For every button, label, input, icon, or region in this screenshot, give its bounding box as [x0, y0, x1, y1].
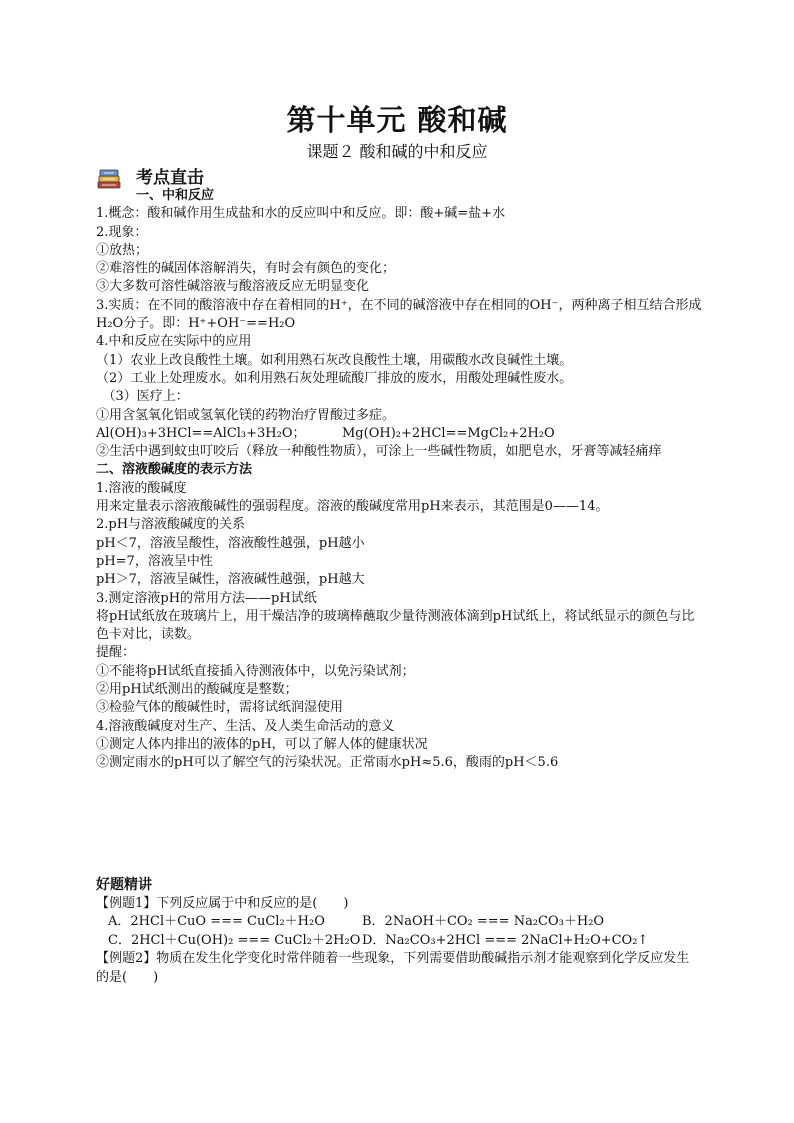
text-line: ①用含氢氧化铝或氢氧化镁的药物治疗胃酸过多症。	[96, 407, 396, 423]
text-line: ③大多数可溶性碱溶液与酸溶液反应无明显变化	[96, 279, 370, 295]
example-1-question: 【例题1】下列反应属于中和反应的是( )	[96, 895, 349, 911]
text-line: ③检验气体的酸碱性时，需将试纸润湿使用	[96, 700, 344, 716]
text-line: 将pH试纸放在玻璃片上，用干燥洁净的玻璃棒蘸取少量待测液体滴到pH试纸上，将试纸显示的颜色与比色卡对比，读数。	[96, 608, 695, 643]
text-line: 一、中和反应	[136, 188, 215, 203]
text-line: ②生活中遇到蚊虫叮咬后（释放一种酸性物质），可涂上一些碱性物质，如肥皂水，牙膏等减轻痛痒	[96, 444, 662, 460]
text-line: pH＞7，溶液呈碱性，溶液碱性越强，pH越大	[96, 572, 365, 588]
example-1-options-row-2	[96, 932, 702, 951]
text-line: 4.中和反应在实际中的应用	[96, 334, 252, 350]
text-line: 4.溶液酸碱度对生产、生活、及人类生命活动的意义	[96, 718, 395, 734]
page-title: 第十单元 酸和碱	[286, 103, 508, 137]
text-line: （3）医疗上：	[96, 389, 189, 405]
option-d: D．Na₂CO₃+2HCl === 2NaCl+H₂O+CO₂↑	[362, 932, 649, 948]
text-line: 提醒：	[96, 645, 136, 661]
text-line: 2.pH与溶液酸碱度的关系	[96, 517, 246, 533]
text-line: （2）工业上处理废水。如利用熟石灰处理硫酸厂排放的废水，用酸处理碱性废水。	[96, 370, 573, 386]
option-b: B．2NaOH＋CO₂ === Na₂CO₃＋H₂O	[362, 914, 605, 929]
text-line: ②用pH试纸测出的酸碱度是整数；	[96, 682, 298, 698]
examples-heading: 好题精讲	[96, 877, 152, 893]
equation-aloh3: Al(OH)₃+3HCl==AlCl₃+3H₂O；	[96, 425, 306, 441]
section-heading-ph: 二、溶液酸碱度的表示方法	[96, 462, 253, 478]
examples-section	[96, 876, 702, 987]
text-line: ①放热；	[96, 242, 149, 258]
text-line: pH=7，溶液呈中性	[96, 553, 213, 569]
section-heading-kaodian: 考点直击	[136, 168, 204, 188]
text-line: （1）农业上改良酸性土壤。如利用熟石灰改良酸性土壤，用碳酸水改良碱性土壤。	[96, 352, 573, 368]
text-line: ①测定人体内排出的液体的pH，可以了解人体的健康状况	[96, 736, 428, 752]
option-c: C．2HCl＋Cu(OH)₂ === CuCl₂＋2H₂O	[108, 932, 361, 948]
equation-row	[96, 425, 702, 443]
option-a: A．2HCl＋CuO === CuCl₂＋H₂O	[108, 914, 325, 929]
text-line: 3.实质：在不同的酸溶液中存在着相同的H⁺，在不同的碱溶液中存在相同的OH⁻，两种离子相互结合形成H₂O分子。即：H⁺+OH⁻==H₂O	[96, 297, 702, 332]
text-line: ②难溶性的碱固体溶解消失，有时会有颜色的变化；	[96, 261, 396, 277]
example-1-options-row-1	[96, 913, 702, 932]
example-2-question: 【例题2】物质在发生化学变化时常伴随着一些现象，下列需要借助酸碱指示剂才能观察到化学反应发生的是( )	[96, 951, 690, 985]
text-line: 1.溶液的酸碱度	[96, 480, 187, 496]
text-line: pH＜7，溶液呈酸性，溶液酸性越强，pH越小	[96, 535, 365, 551]
text-line: ①不能将pH试纸直接插入待测液体中，以免污染试剂；	[96, 663, 415, 679]
text-line: 1.概念：酸和碱作用生成盐和水的反应叫中和反应。即：酸+碱=盐+水	[96, 206, 506, 222]
notes-body	[96, 187, 702, 773]
text-line: 3.测定溶液pH的常用方法——pH试纸	[96, 590, 317, 606]
page-subtitle: 课题２ 酸和碱的中和反应	[306, 142, 488, 161]
text-line: 2.现象：	[96, 224, 148, 240]
equation-mgoh2: Mg(OH)₂+2HCl==MgCl₂+2H₂O	[342, 425, 555, 441]
text-line: 用来定量表示溶液酸碱性的强弱程度。溶液的酸碱度常用pH来表示，其范围是0——14。	[96, 499, 609, 515]
text-line: ②测定雨水的pH可以了解空气的污染状况。正常雨水pH≈5.6，酸雨的pH＜5.6	[96, 755, 559, 771]
